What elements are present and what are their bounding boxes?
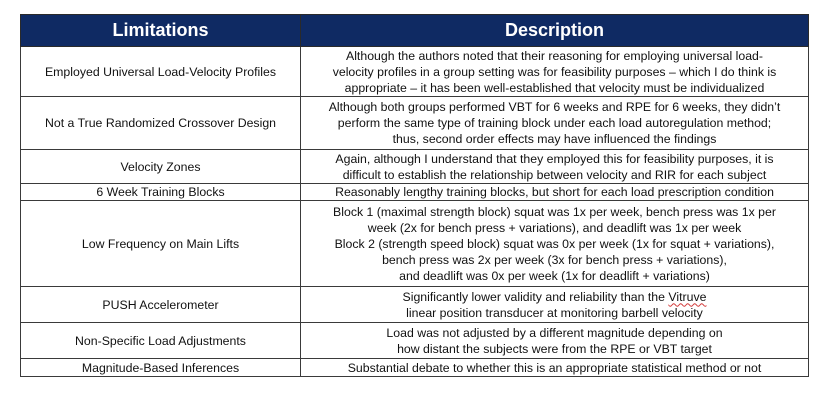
description-line: thus, second order effects may have influenced the findings xyxy=(392,132,717,146)
header-limitations: Limitations xyxy=(21,15,301,47)
limitation-cell: Non-Specific Load Adjustments xyxy=(21,323,301,359)
table-row xyxy=(21,47,809,97)
description-cell xyxy=(301,323,809,359)
description-cell xyxy=(301,287,809,323)
description-cell xyxy=(301,201,809,287)
description-cell xyxy=(301,47,809,97)
description-line: linear position transducer at monitoring barbell velocity xyxy=(406,305,703,320)
limitation-cell: Magnitude-Based Inferences xyxy=(21,359,301,377)
description-line: Load was not adjusted by a different magnitude depending on xyxy=(386,325,723,340)
spellcheck-word: Vitruve xyxy=(668,289,707,304)
description-line: perform the same type of training block under each load autoregulation method; xyxy=(337,116,772,130)
description-line: difficult to establish the relationship between velocity and RIR for each subject xyxy=(342,167,767,182)
description-line: bench press was 2x per week (3x for bench press + variations), xyxy=(382,252,727,267)
table-row xyxy=(21,287,809,323)
limitation-cell: Low Frequency on Main Lifts xyxy=(21,201,301,287)
limitation-cell: 6 Week Training Blocks xyxy=(21,184,301,201)
push-line-1-text: Significantly lower validity and reliability than the Vitruve xyxy=(402,289,707,304)
limitation-cell: Not a True Randomized Crossover Design xyxy=(21,97,301,150)
description-line xyxy=(305,289,804,305)
description-line: Reasonably lengthy training blocks, but short for each load prescription condition xyxy=(335,185,774,199)
description-cell xyxy=(301,184,809,201)
limitation-cell: Employed Universal Load-Velocity Profiles xyxy=(21,47,301,97)
description-line: Although both groups performed VBT for 6 weeks and RPE for 6 weeks, they didn’t xyxy=(328,100,781,114)
description-line: Although the authors noted that their reasoning for employing universal load- xyxy=(346,48,763,63)
description-line: Substantial debate to whether this is an appropriate statistical method or not xyxy=(347,360,762,375)
description-line: how distant the subjects were from the RPE or VBT target xyxy=(397,341,712,356)
description-line: velocity profiles in a group setting was for feasibility purposes – which I do think is xyxy=(332,64,777,79)
limitations-table-container xyxy=(20,14,808,377)
table-header-row xyxy=(21,15,809,47)
description-line: and deadlift was 0x per week (1x for deadlift + variations) xyxy=(399,268,710,283)
description-cell xyxy=(301,359,809,377)
description-line: Block 2 (strength speed block) squat was 0x per week (1x for squat + variations), xyxy=(334,236,775,251)
description-cell xyxy=(301,97,809,150)
description-line: Again, although I understand that they employed this for feasibility purposes, it is xyxy=(335,151,774,166)
table-row xyxy=(21,97,809,150)
description-cell xyxy=(301,150,809,184)
description-line: week (2x for bench press + variations), and deadlift was 1x per week xyxy=(367,220,742,235)
table-row xyxy=(21,323,809,359)
table-row xyxy=(21,359,809,377)
description-line: Block 1 (maximal strength block) squat was 1x per week, bench press was 1x per xyxy=(333,204,776,219)
description-line: appropriate – it has been well-established that velocity must be individualized xyxy=(344,80,765,95)
header-description: Description xyxy=(301,15,809,47)
limitation-cell: PUSH Accelerometer xyxy=(21,287,301,323)
table-row xyxy=(21,184,809,201)
limitations-table xyxy=(20,14,809,377)
table-row xyxy=(21,201,809,287)
limitation-cell: Velocity Zones xyxy=(21,150,301,184)
table-row xyxy=(21,150,809,184)
